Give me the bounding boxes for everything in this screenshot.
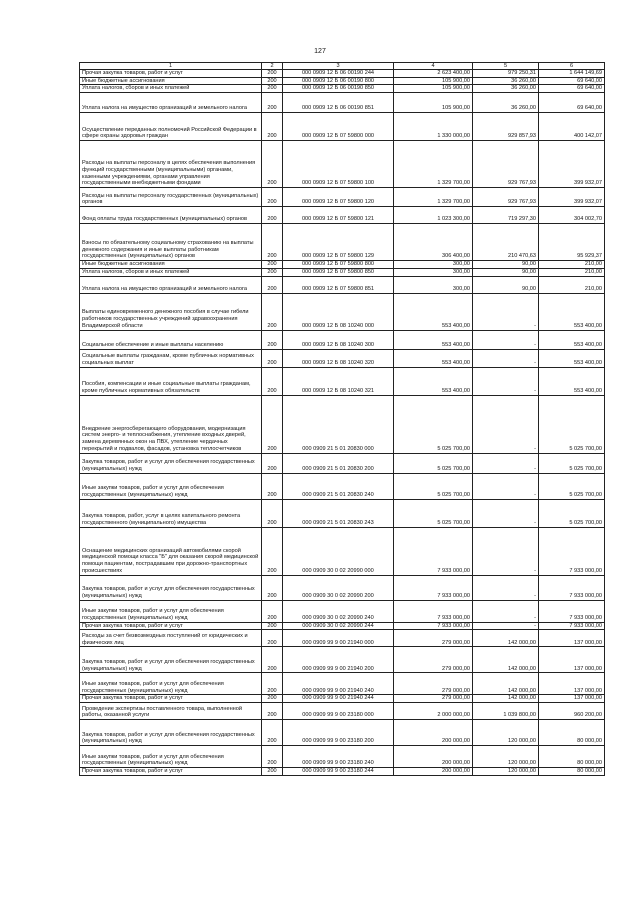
table-row [80, 630, 605, 647]
table-row [80, 141, 605, 188]
grbs-code-cell: 200 [262, 575, 283, 600]
grbs-code-cell: 200 [262, 767, 283, 775]
budget-code-cell: 000 0909 12 Б 06 00190 244 [283, 70, 394, 78]
expense-name-cell: Расходы за счет безвозмездных поступлений от юридических и физических лиц [80, 630, 262, 647]
remaining-amount-cell: 7 933 000,00 [539, 527, 605, 575]
remaining-amount-cell: 69 640,00 [539, 77, 605, 85]
executed-amount-cell: 929 857,93 [473, 113, 539, 141]
grbs-code-cell: 200 [262, 207, 283, 224]
budget-code-cell: 000 0909 12 Б 08 10240 300 [283, 330, 394, 349]
grbs-code-cell: 200 [262, 141, 283, 188]
budget-code-cell: 000 0909 12 Б 07 59800 800 [283, 261, 394, 269]
executed-amount-cell: 142 000,00 [473, 647, 539, 673]
remaining-amount-cell: 1 644 149,69 [539, 70, 605, 78]
grbs-code-cell: 200 [262, 745, 283, 767]
table-row [80, 695, 605, 703]
grbs-code-cell: 200 [262, 622, 283, 630]
executed-amount-cell: 142 000,00 [473, 695, 539, 703]
grbs-code-cell: 200 [262, 600, 283, 622]
table-row [80, 395, 605, 453]
remaining-amount-cell: 399 932,07 [539, 188, 605, 207]
budget-table-body [80, 63, 605, 776]
grbs-code-cell: 200 [262, 673, 283, 695]
grbs-code-cell: 200 [262, 702, 283, 719]
approved-amount-cell: 553 400,00 [394, 367, 473, 395]
budget-code-cell: 000 0909 12 Б 06 00190 850 [283, 85, 394, 93]
remaining-amount-cell: 7 933 000,00 [539, 622, 605, 630]
executed-amount-cell: 90,00 [473, 261, 539, 269]
expense-name-cell: Прочая закупка товаров, работ и услуг [80, 695, 262, 703]
grbs-code-cell: 200 [262, 630, 283, 647]
grbs-code-cell: 200 [262, 77, 283, 85]
expense-name-cell: Социальные выплаты гражданам, кроме публичных нормативных социальных выплат [80, 349, 262, 367]
budget-code-cell: 000 0909 99 9 00 21940 200 [283, 647, 394, 673]
grbs-code-cell: 200 [262, 695, 283, 703]
table-row [80, 600, 605, 622]
table-row [80, 473, 605, 499]
budget-code-cell: 000 0909 21 5 01 20830 200 [283, 453, 394, 473]
approved-amount-cell: 7 933 000,00 [394, 600, 473, 622]
expense-name-cell: Взносы по обязательному социальному страхованию на выплаты денежного содержания и иные выплаты работникам государственных (муниципальных) органов [80, 224, 262, 261]
executed-amount-cell: - [473, 349, 539, 367]
approved-amount-cell: 300,00 [394, 268, 473, 276]
grbs-code-cell: 200 [262, 395, 283, 453]
executed-amount-cell: 36 260,00 [473, 85, 539, 93]
budget-code-cell: 000 0909 21 5 01 20830 243 [283, 499, 394, 527]
table-row [80, 330, 605, 349]
table-row [80, 276, 605, 293]
budget-code-cell: 000 0909 99 9 00 23180 000 [283, 702, 394, 719]
budget-code-cell: 000 0909 12 Б 06 00190 851 [283, 93, 394, 113]
budget-code-cell: 000 0909 21 5 01 20830 000 [283, 395, 394, 453]
table-row [80, 673, 605, 695]
budget-code-cell: 000 0909 12 Б 07 59800 129 [283, 224, 394, 261]
remaining-amount-cell: 553 400,00 [539, 367, 605, 395]
executed-amount-cell: 719 297,30 [473, 207, 539, 224]
grbs-code-cell: 200 [262, 93, 283, 113]
remaining-amount-cell: 210,00 [539, 268, 605, 276]
table-row [80, 647, 605, 673]
approved-amount-cell: 105 900,00 [394, 93, 473, 113]
remaining-amount-cell: 553 400,00 [539, 349, 605, 367]
remaining-amount-cell: 5 025 700,00 [539, 499, 605, 527]
remaining-amount-cell: 304 002,70 [539, 207, 605, 224]
executed-amount-cell: - [473, 575, 539, 600]
table-row [80, 207, 605, 224]
header-cell-1: 1 [80, 63, 262, 70]
table-row [80, 70, 605, 78]
approved-amount-cell: 105 900,00 [394, 77, 473, 85]
page-number: 127 [314, 48, 326, 55]
remaining-amount-cell: 137 000,00 [539, 695, 605, 703]
remaining-amount-cell: 80 000,00 [539, 767, 605, 775]
approved-amount-cell: 200 000,00 [394, 745, 473, 767]
budget-table [79, 62, 605, 776]
grbs-code-cell: 200 [262, 293, 283, 330]
expense-name-cell: Выплаты единовременного денежного пособия в случае гибели работников государственных учреждений здравоохранения Владимирской области [80, 293, 262, 330]
approved-amount-cell: 300,00 [394, 261, 473, 269]
grbs-code-cell: 200 [262, 453, 283, 473]
table-row [80, 224, 605, 261]
grbs-code-cell: 200 [262, 349, 283, 367]
executed-amount-cell: - [473, 330, 539, 349]
expense-name-cell: Закупка товаров, работ и услуг для обеспечения государственных (муниципальных) нужд [80, 575, 262, 600]
table-row [80, 367, 605, 395]
executed-amount-cell: - [473, 395, 539, 453]
expense-name-cell: Прочая закупка товаров, работ и услуг [80, 767, 262, 775]
expense-name-cell: Социальное обеспечение и иные выплаты населению [80, 330, 262, 349]
approved-amount-cell: 1 329 700,00 [394, 188, 473, 207]
budget-code-cell: 000 0909 12 Б 06 00190 800 [283, 77, 394, 85]
header-cell-4: 4 [394, 63, 473, 70]
expense-name-cell: Иные бюджетные ассигнования [80, 77, 262, 85]
executed-amount-cell: 36 260,00 [473, 77, 539, 85]
header-row [80, 63, 605, 70]
grbs-code-cell: 200 [262, 330, 283, 349]
remaining-amount-cell: 399 932,07 [539, 141, 605, 188]
executed-amount-cell: - [473, 622, 539, 630]
executed-amount-cell: 90,00 [473, 276, 539, 293]
remaining-amount-cell: 137 000,00 [539, 647, 605, 673]
approved-amount-cell: 5 025 700,00 [394, 473, 473, 499]
expense-name-cell: Оснащение медицинских организаций автомобилями скорой медицинской помощи класса "Б" для оказания скорой медицинской помощи пациентам, пострадавшим при дорожно-транспортных происшествиях [80, 527, 262, 575]
budget-code-cell: 000 0909 12 Б 08 10240 000 [283, 293, 394, 330]
table-row [80, 499, 605, 527]
table-row [80, 349, 605, 367]
expense-name-cell: Закупка товаров, работ, услуг в целях капитального ремонта государственного (муниципального) имущества [80, 499, 262, 527]
executed-amount-cell: - [473, 453, 539, 473]
budget-code-cell: 000 0909 12 Б 08 10240 320 [283, 349, 394, 367]
budget-code-cell: 000 0909 12 Б 07 59800 850 [283, 268, 394, 276]
expense-name-cell: Расходы на выплаты персоналу государственных (муниципальных) органов [80, 188, 262, 207]
budget-code-cell: 000 0909 99 9 00 23180 244 [283, 767, 394, 775]
remaining-amount-cell: 80 000,00 [539, 719, 605, 745]
budget-code-cell: 000 0909 12 Б 07 59800 121 [283, 207, 394, 224]
budget-code-cell: 000 0909 99 9 00 21940 244 [283, 695, 394, 703]
approved-amount-cell: 7 933 000,00 [394, 622, 473, 630]
executed-amount-cell: 120 000,00 [473, 719, 539, 745]
approved-amount-cell: 279 000,00 [394, 673, 473, 695]
expense-name-cell: Пособия, компенсации и иные социальные выплаты гражданам, кроме публичных нормативных обязательств [80, 367, 262, 395]
remaining-amount-cell: 210,00 [539, 276, 605, 293]
table-row [80, 113, 605, 141]
remaining-amount-cell: 69 640,00 [539, 93, 605, 113]
table-row [80, 93, 605, 113]
grbs-code-cell: 200 [262, 224, 283, 261]
remaining-amount-cell: 7 933 000,00 [539, 575, 605, 600]
approved-amount-cell: 105 900,00 [394, 85, 473, 93]
approved-amount-cell: 1 023 300,00 [394, 207, 473, 224]
executed-amount-cell: 90,00 [473, 268, 539, 276]
grbs-code-cell: 200 [262, 268, 283, 276]
grbs-code-cell: 200 [262, 473, 283, 499]
expense-name-cell: Прочая закупка товаров, работ и услуг [80, 70, 262, 78]
grbs-code-cell: 200 [262, 499, 283, 527]
approved-amount-cell: 553 400,00 [394, 349, 473, 367]
approved-amount-cell: 1 330 000,00 [394, 113, 473, 141]
remaining-amount-cell: 80 000,00 [539, 745, 605, 767]
expense-name-cell: Иные бюджетные ассигнования [80, 261, 262, 269]
approved-amount-cell: 279 000,00 [394, 647, 473, 673]
budget-code-cell: 000 0909 30 0 02 20990 244 [283, 622, 394, 630]
expense-name-cell: Проведение экспертизы поставленного товара, выполненной работы, оказанной услуги [80, 702, 262, 719]
grbs-code-cell: 200 [262, 70, 283, 78]
executed-amount-cell: - [473, 473, 539, 499]
remaining-amount-cell: 553 400,00 [539, 330, 605, 349]
grbs-code-cell: 200 [262, 261, 283, 269]
expense-name-cell: Иные закупки товаров, работ и услуг для обеспечения государственных (муниципальных) нужд [80, 745, 262, 767]
grbs-code-cell: 200 [262, 188, 283, 207]
executed-amount-cell: 120 000,00 [473, 767, 539, 775]
expense-name-cell: Прочая закупка товаров, работ и услуг [80, 622, 262, 630]
table-row [80, 622, 605, 630]
grbs-code-cell: 200 [262, 276, 283, 293]
table-row [80, 767, 605, 775]
expense-name-cell: Уплата налога на имущество организаций и земельного налога [80, 276, 262, 293]
remaining-amount-cell: 960 200,00 [539, 702, 605, 719]
grbs-code-cell: 200 [262, 113, 283, 141]
executed-amount-cell: - [473, 600, 539, 622]
table-row [80, 453, 605, 473]
remaining-amount-cell: 5 025 700,00 [539, 453, 605, 473]
remaining-amount-cell: 95 929,37 [539, 224, 605, 261]
budget-code-cell: 000 0909 21 5 01 20830 240 [283, 473, 394, 499]
executed-amount-cell: 1 039 800,00 [473, 702, 539, 719]
executed-amount-cell: 142 000,00 [473, 673, 539, 695]
executed-amount-cell: 929 767,93 [473, 141, 539, 188]
header-cell-2: 2 [262, 63, 283, 70]
approved-amount-cell: 5 025 700,00 [394, 395, 473, 453]
remaining-amount-cell: 137 000,00 [539, 630, 605, 647]
table-row [80, 261, 605, 269]
budget-code-cell: 000 0909 99 9 00 21940 000 [283, 630, 394, 647]
approved-amount-cell: 1 329 700,00 [394, 141, 473, 188]
approved-amount-cell: 553 400,00 [394, 293, 473, 330]
grbs-code-cell: 200 [262, 85, 283, 93]
budget-code-cell: 000 0909 30 0 02 20990 240 [283, 600, 394, 622]
expense-name-cell: Осуществление переданных полномочий Российской Федерации в сфере охраны здоровья граждан [80, 113, 262, 141]
executed-amount-cell: - [473, 367, 539, 395]
remaining-amount-cell: 69 640,00 [539, 85, 605, 93]
budget-code-cell: 000 0909 12 Б 08 10240 321 [283, 367, 394, 395]
budget-code-cell: 000 0909 12 Б 07 59800 100 [283, 141, 394, 188]
remaining-amount-cell: 553 400,00 [539, 293, 605, 330]
executed-amount-cell: 120 000,00 [473, 745, 539, 767]
grbs-code-cell: 200 [262, 367, 283, 395]
expense-name-cell: Закупка товаров, работ и услуг для обеспечения государственных (муниципальных) нужд [80, 719, 262, 745]
table-row [80, 745, 605, 767]
remaining-amount-cell: 210,00 [539, 261, 605, 269]
approved-amount-cell: 553 400,00 [394, 330, 473, 349]
budget-code-cell: 000 0909 12 Б 07 59800 000 [283, 113, 394, 141]
expense-name-cell: Иные закупки товаров, работ и услуг для обеспечения государственных (муниципальных) нужд [80, 600, 262, 622]
expense-name-cell: Иные закупки товаров, работ и услуг для обеспечения государственных (муниципальных) нужд [80, 673, 262, 695]
table-row [80, 188, 605, 207]
remaining-amount-cell: 7 933 000,00 [539, 600, 605, 622]
remaining-amount-cell: 137 000,00 [539, 673, 605, 695]
executed-amount-cell: - [473, 527, 539, 575]
approved-amount-cell: 306 400,00 [394, 224, 473, 261]
budget-code-cell: 000 0909 99 9 00 23180 200 [283, 719, 394, 745]
table-row [80, 575, 605, 600]
approved-amount-cell: 279 000,00 [394, 630, 473, 647]
executed-amount-cell: - [473, 499, 539, 527]
executed-amount-cell: 929 767,93 [473, 188, 539, 207]
header-cell-6: 6 [539, 63, 605, 70]
remaining-amount-cell: 5 025 700,00 [539, 473, 605, 499]
approved-amount-cell: 5 025 700,00 [394, 499, 473, 527]
budget-code-cell: 000 0909 30 0 02 20990 200 [283, 575, 394, 600]
expense-name-cell: Уплата налогов, сборов и иных платежей [80, 85, 262, 93]
budget-code-cell: 000 0909 99 9 00 23180 240 [283, 745, 394, 767]
table-row [80, 77, 605, 85]
header-cell-5: 5 [473, 63, 539, 70]
expense-name-cell: Расходы на выплаты персоналу в целях обеспечения выполнения функций государственными (муниципальными) органами, казенными учреждениями, органами управления государственными внебюджетными фондами [80, 141, 262, 188]
executed-amount-cell: 36 260,00 [473, 93, 539, 113]
approved-amount-cell: 200 000,00 [394, 719, 473, 745]
grbs-code-cell: 200 [262, 527, 283, 575]
approved-amount-cell: 7 933 000,00 [394, 527, 473, 575]
budget-code-cell: 000 0909 30 0 02 20990 000 [283, 527, 394, 575]
table-row [80, 85, 605, 93]
budget-code-cell: 000 0909 12 Б 07 59800 120 [283, 188, 394, 207]
table-row [80, 719, 605, 745]
expense-name-cell: Закупка товаров, работ и услуг для обеспечения государственных (муниципальных) нужд [80, 453, 262, 473]
table-row [80, 268, 605, 276]
executed-amount-cell: 210 470,63 [473, 224, 539, 261]
approved-amount-cell: 2 000 000,00 [394, 702, 473, 719]
expense-name-cell: Уплата налогов, сборов и иных платежей [80, 268, 262, 276]
budget-code-cell: 000 0909 99 9 00 21940 240 [283, 673, 394, 695]
expense-name-cell: Уплата налога на имущество организаций и земельного налога [80, 93, 262, 113]
approved-amount-cell: 5 025 700,00 [394, 453, 473, 473]
table-row [80, 527, 605, 575]
executed-amount-cell: 979 250,31 [473, 70, 539, 78]
expense-name-cell: Иные закупки товаров, работ и услуг для обеспечения государственных (муниципальных) нужд [80, 473, 262, 499]
remaining-amount-cell: 5 025 700,00 [539, 395, 605, 453]
approved-amount-cell: 2 623 400,00 [394, 70, 473, 78]
remaining-amount-cell: 400 142,07 [539, 113, 605, 141]
table-row [80, 293, 605, 330]
header-cell-3: 3 [283, 63, 394, 70]
expense-name-cell: Закупка товаров, работ и услуг для обеспечения государственных (муниципальных) нужд [80, 647, 262, 673]
table-row [80, 702, 605, 719]
grbs-code-cell: 200 [262, 719, 283, 745]
approved-amount-cell: 279 000,00 [394, 695, 473, 703]
expense-name-cell: Фонд оплаты труда государственных (муниципальных) органов [80, 207, 262, 224]
approved-amount-cell: 200 000,00 [394, 767, 473, 775]
executed-amount-cell: 142 000,00 [473, 630, 539, 647]
executed-amount-cell: - [473, 293, 539, 330]
expense-name-cell: Внедрение энергосберегающего оборудования, модернизация систем энерго- и теплоснабжения, утепление входных дверей, замена деревянных окон на ПВХ, утепление чердачных перекрытий и подвалов, фасадов, установка теплосчетчиков [80, 395, 262, 453]
approved-amount-cell: 7 933 000,00 [394, 575, 473, 600]
budget-code-cell: 000 0909 12 Б 07 59800 851 [283, 276, 394, 293]
grbs-code-cell: 200 [262, 647, 283, 673]
approved-amount-cell: 300,00 [394, 276, 473, 293]
